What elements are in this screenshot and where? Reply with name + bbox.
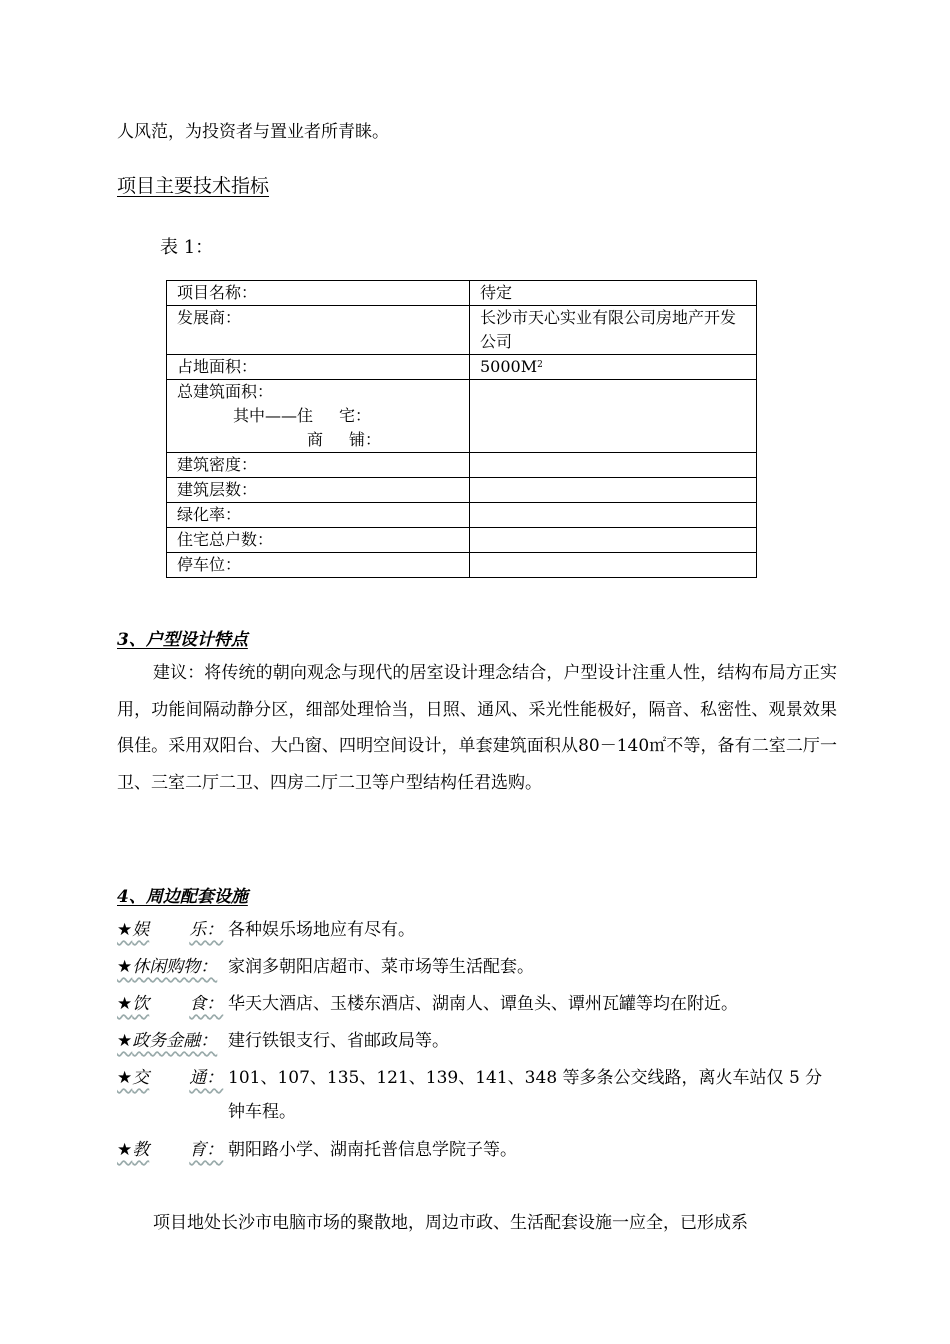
table-caption: 表 1： [160, 237, 214, 258]
table-label-cell: 占地面积： [167, 355, 470, 380]
total-area-label: 总建筑面积： [177, 382, 274, 401]
facility-traffic: ★交 通： 101、107、135、121、139、141、348 等多条公交线路，离火车站仅 5 分钟车程。 [117, 1066, 838, 1129]
facility-dining: ★饮 食： 华天大酒店、玉楼东酒店、湖南人、谭鱼头、谭州瓦罐等均在附近。 [117, 992, 838, 1016]
star-icon: ★ [117, 957, 133, 977]
table-label-cell [167, 380, 470, 453]
table-value-cell: 长沙市天心实业有限公司房地产开发公司 [470, 306, 757, 355]
table-label-cell: 建筑密度： [167, 453, 470, 478]
table-row [167, 528, 757, 553]
facility-text: 101、107、135、121、139、141、348 等多条公交线路，离火车站仅 5 分钟车程。 [228, 1068, 823, 1122]
table-row [167, 503, 757, 528]
star-icon: ★ [117, 1140, 133, 1160]
table-label-cell: 绿化率： [167, 503, 470, 528]
table-row [167, 453, 757, 478]
table-value-cell [470, 453, 757, 478]
section-heading-tech-indicators: 项目主要技术指标 [117, 175, 270, 197]
spec-table [166, 280, 757, 578]
table-value-cell [470, 478, 757, 503]
table-row [167, 355, 757, 380]
intro-text-line: 人风范，为投资者与置业者所青睐。 [117, 122, 389, 142]
facility-text: 家润多朝阳店超市、菜市场等生活配套。 [228, 957, 534, 977]
closing-paragraph: 项目地处长沙市电脑市场的聚散地，周边市政、生活配套设施一应全，已形成系 [153, 1213, 748, 1233]
residential-sub-label: 其中——住 宅： [233, 406, 372, 425]
table-row [167, 281, 757, 306]
table-label-cell: 项目名称： [167, 281, 470, 306]
commercial-sub-label: 商 铺： [307, 430, 382, 449]
table-value-cell [470, 528, 757, 553]
star-icon: ★ [117, 920, 133, 940]
table-label-cell: 发展商： [167, 306, 470, 355]
table-row [167, 478, 757, 503]
facility-finance: ★政务金融： 建行铁银支行、省邮政局等。 [117, 1029, 838, 1053]
facility-text: 华天大酒店、玉楼东酒店、湖南人、谭鱼头、谭州瓦罐等均在附近。 [228, 994, 738, 1014]
table-value-cell [470, 380, 757, 453]
table-label-cell: 停车位： [167, 553, 470, 578]
table-value-cell: 待定 [470, 281, 757, 306]
table-label-cell: 住宅总户数： [167, 528, 470, 553]
facility-shopping: ★休闲购物： 家润多朝阳店超市、菜市场等生活配套。 [117, 955, 838, 979]
facility-text: 各种娱乐场地应有尽有。 [228, 920, 415, 940]
section4-heading: 4、周边配套设施 [117, 887, 248, 907]
table-value-cell [470, 553, 757, 578]
table-row [167, 380, 757, 453]
section3-paragraph: 建议：将传统的朝向观念与现代的居室设计理念结合，户型设计注重人性，结构布局方正实用，功能间隔动静分区，细部处理恰当，日照、通风、采光性能极好，隔音、私密性、观景效果俱佳。采用双阳台、大凸窗、四明空间设计，单套建筑面积从80－140㎡不等，备有二室二厅一卫、三室二厅二卫、四房二厅二卫等户型结构任君选购。 [117, 663, 837, 793]
table-row [167, 553, 757, 578]
table-row [167, 306, 757, 355]
section3-heading: 3、户型设计特点 [117, 630, 248, 650]
star-icon: ★ [117, 1068, 133, 1088]
table-label-cell: 建筑层数： [167, 478, 470, 503]
land-area-unit-superscript: 2 [537, 360, 543, 370]
facility-education: ★教 育： 朝阳路小学、湖南托普信息学院子等。 [117, 1138, 838, 1162]
facility-entertainment: ★娱 乐： 各种娱乐场地应有尽有。 [117, 918, 838, 942]
table-value-cell [470, 503, 757, 528]
facility-text: 朝阳路小学、湖南托普信息学院子等。 [228, 1140, 517, 1160]
table-value-cell [470, 355, 757, 380]
land-area-value: 5000M [480, 357, 538, 376]
facility-text: 建行铁银支行、省邮政局等。 [228, 1031, 449, 1051]
star-icon: ★ [117, 994, 133, 1014]
star-icon: ★ [117, 1031, 133, 1051]
